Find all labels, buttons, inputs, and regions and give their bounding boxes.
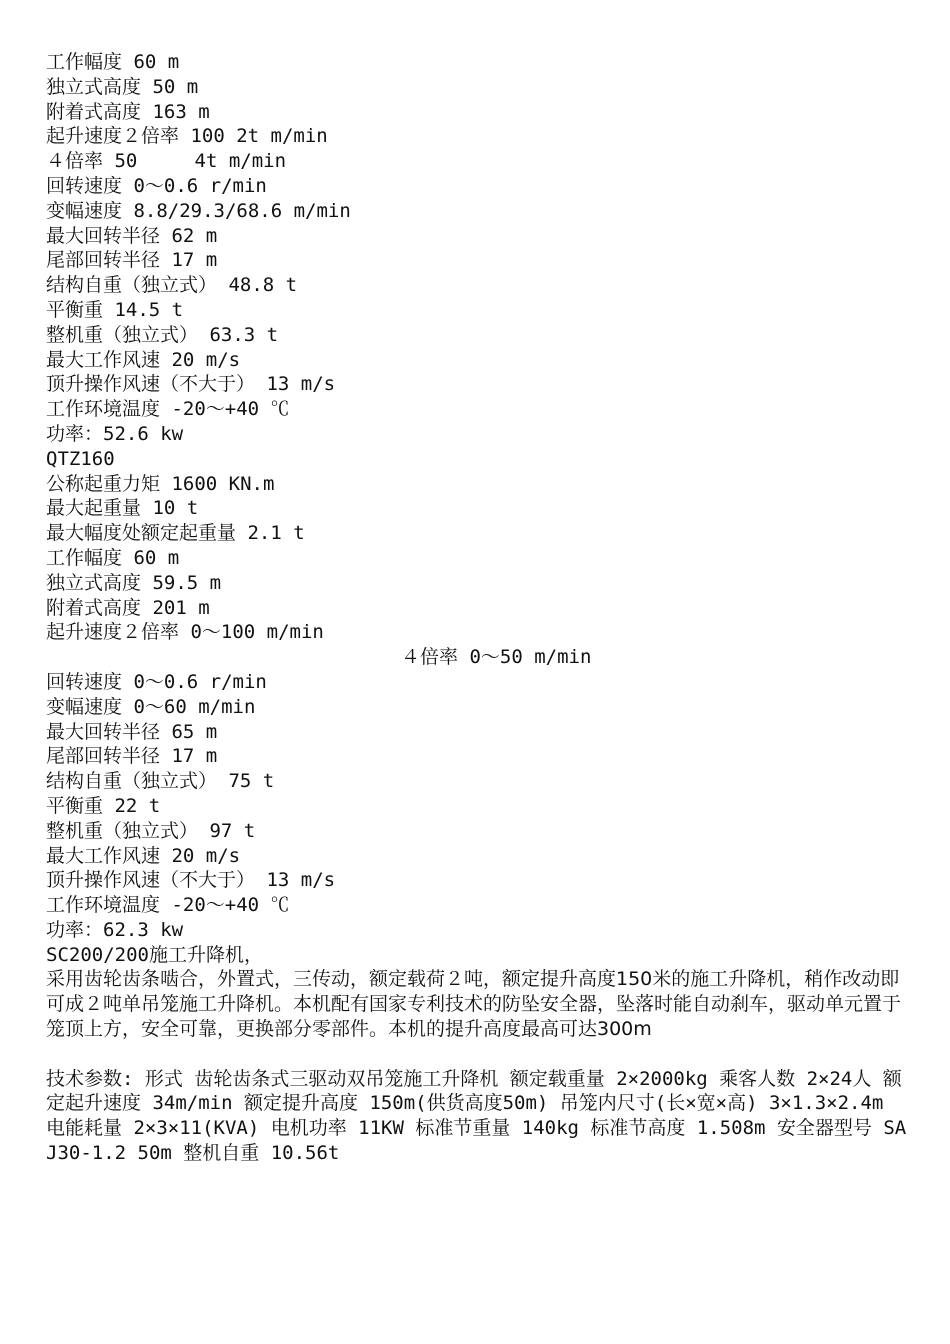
description-paragraph: 采用齿轮齿条啮合，外置式，三传动，额定载荷２吨，额定提升高度150米的施工升降机，稍作改动即可成２吨单吊笼施工升降机。本机配有国家专利技术的防坠安全器，坠落时能自动刹车，驱动单元置于笼顶上方，安全可靠，更换部分零部件。本机的提升高度最高可达300m (46, 968, 902, 1041)
spec-line: 公称起重力矩 1600 KN.m (46, 472, 275, 495)
spec-line: 尾部回转半径 17 m (46, 745, 218, 768)
spec-line: 整机重（独立式） 63.3 t (46, 323, 279, 346)
spec-line: 最大工作风速 20 m/s (46, 348, 241, 371)
document-page (46, 50, 910, 1166)
spec-line: 独立式高度 59.5 m (46, 571, 222, 594)
spec-line: 顶升操作风速（不大于） 13 m/s (46, 869, 336, 892)
spec-line: 顶升操作风速（不大于） 13 m/s (46, 373, 336, 396)
indented-spec-line: ４倍率 0～50 m/min (401, 646, 592, 669)
spec-line: 功率：62.3 kw (46, 918, 184, 941)
spec-line: 工作环境温度 -20～+40 ℃ (46, 894, 290, 917)
spec-line: 工作幅度 60 m (46, 546, 180, 569)
spec-line: 结构自重（独立式） 48.8 t (46, 274, 298, 297)
spec-line: 最大起重量 10 t (46, 497, 199, 520)
spec-line: 回转速度 0～0.6 r/min (46, 670, 267, 693)
spec-line: 平衡重 22 t (46, 794, 161, 817)
spec-line: 结构自重（独立式） 75 t (46, 770, 275, 793)
spec-line: 最大工作风速 20 m/s (46, 844, 241, 867)
model-heading: SC200/200施工升降机， (46, 943, 263, 966)
spec-line: 整机重（独立式） 97 t (46, 819, 256, 842)
spec-line: 尾部回转半径 17 m (46, 249, 218, 272)
spec-line: 起升速度２倍率 0～100 m/min (46, 621, 324, 644)
tech-params-paragraph: 技术参数: 形式 齿轮齿条式三驱动双吊笼施工升降机 额定载重量 2×2000kg 乘客人数 2×24人 额定起升速度 34m/min 额定提升高度 150m(供货高度50m) 吊笼内尺寸(长×宽×高) 3×1.3×2.4m 电能耗量 2×3×11(KVA) 电机功率 11KW 标准节重量 140kg 标准节高度 1.508m 安全器型号 SAJ30-1.2 50m 整机自重 10.56t (46, 1067, 907, 1165)
spec-line: 功率：52.6 kw (46, 422, 184, 445)
spec-list-2 (46, 670, 910, 968)
spec-line: 最大回转半径 62 m (46, 224, 218, 247)
spec-list-1 (46, 50, 910, 645)
spec-line: 最大幅度处额定起重量 2.1 t (46, 522, 305, 545)
spec-line: 平衡重 14.5 t (46, 298, 184, 321)
spec-line: 独立式高度 50 m (46, 75, 199, 98)
paragraph-gap (46, 1042, 910, 1067)
spec-line: 工作环境温度 -20～+40 ℃ (46, 398, 290, 421)
spec-line: 附着式高度 163 m (46, 100, 210, 123)
spec-line: 变幅速度 0～60 m/min (46, 695, 256, 718)
spec-line: 回转速度 0～0.6 r/min (46, 174, 267, 197)
spec-line: 附着式高度 201 m (46, 596, 210, 619)
spec-line: 最大回转半径 65 m (46, 720, 218, 743)
model-heading: QTZ160 (46, 447, 115, 470)
spec-line: ４倍率 50 4t m/min (46, 150, 287, 173)
spec-line: 起升速度２倍率 100 2t m/min (46, 125, 328, 148)
spec-line: 工作幅度 60 m (46, 51, 180, 73)
spec-line: 变幅速度 8.8/29.3/68.6 m/min (46, 199, 351, 222)
